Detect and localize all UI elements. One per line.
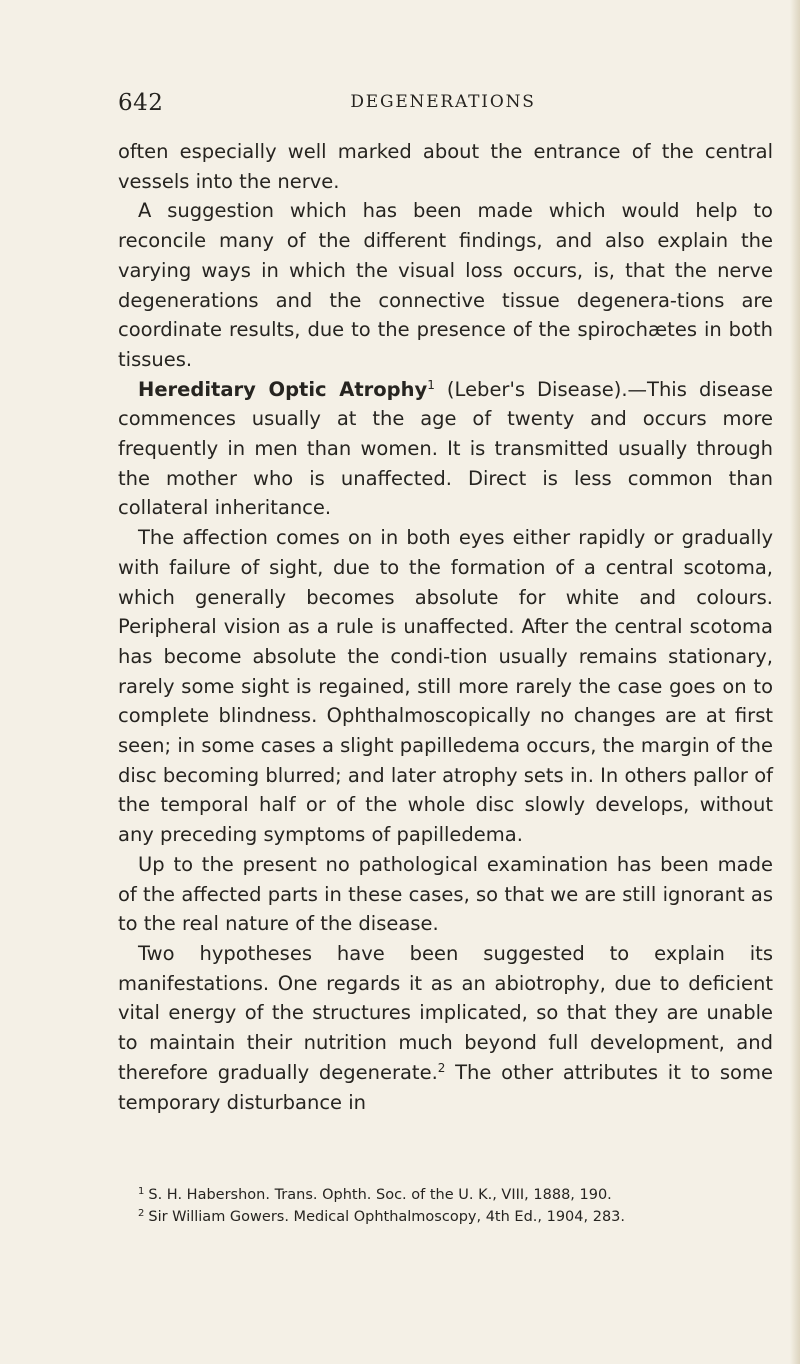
footnote-text: S. H. Habershon. Trans. Ophth. Soc. of the U. K., VIII, 1888, 190. [148, 1187, 612, 1203]
page-number: 642 [118, 90, 164, 116]
paragraph-pathology: Up to the present no pathological examination has been made of the affected parts in these cases, so that we are still ignorant as to the real nature of the disease. [118, 852, 773, 936]
page-edge-shadow [790, 0, 800, 1364]
paragraph-hypotheses [118, 939, 773, 1117]
footnote-marker: 1 [138, 1186, 145, 1197]
running-head [118, 90, 768, 124]
footnote-text: Sir William Gowers. Medical Ophthalmoscopy, 4th Ed., 1904, 283. [148, 1209, 626, 1225]
footnote-2 [118, 1206, 773, 1228]
paragraph-continuation: often especially well marked about the entrance of the central vessels into the nerve. [118, 140, 773, 193]
paragraph-text: (Leber's Disease).—This disease commences usually at the age of twenty and occurs more frequently in men than women. It is transmitted usually through the mother who is unaffected. Direct is less common than collateral inheritance. [118, 377, 774, 520]
footnotes [118, 1184, 773, 1228]
footnote-1 [118, 1184, 773, 1206]
paragraph-suggestion: A suggestion which has been made which would help to reconcile many of the different findings, and also explain the varying ways in which the visual loss occurs, is, that the nerve degenerations and the connective tissue degenera-tions are coordinate results, due to the presence of the spirochætes in both tissues. [118, 199, 773, 371]
paragraph-tail: The other attributes it to some temporary disturbance in [118, 1060, 773, 1114]
paragraph-affection: The affection comes on in both eyes either rapidly or gradually with failure of sight, due to the formation of a central scotoma, which generally becomes absolute for white and colours. Peripheral vision as a rule is unaffected. After the central scotoma has become absolute the condi-tion usually remains stationary, rarely some sight is regained, still more rarely the case goes on to complete blindness. Ophthalmoscopically no changes are at first seen; in some cases a slight papilledema occurs, the margin of the disc becoming blurred; and later atrophy sets in. In others pallor of the temporal half or of the whole disc slowly develops, without any preceding symptoms of papilledema. [118, 526, 773, 847]
footnote-marker: 2 [138, 1208, 145, 1219]
section-heading: Hereditary Optic Atrophy [138, 377, 428, 401]
paragraph-hereditary-optic-atrophy [118, 375, 773, 524]
body-text [118, 137, 773, 1117]
footnote-ref-1: 1 [427, 377, 435, 392]
footnote-ref-2: 2 [437, 1060, 446, 1075]
paragraph-text: Two hypotheses have been suggested to explain its manifestations. One regards it as an abiotrophy, due to deficient vital energy of the structures implicated, so that they are unable to maintain their nutrition much beyond full development, and therefore gradually degenerate. [118, 941, 773, 1084]
running-title: DEGENERATIONS [350, 92, 536, 112]
